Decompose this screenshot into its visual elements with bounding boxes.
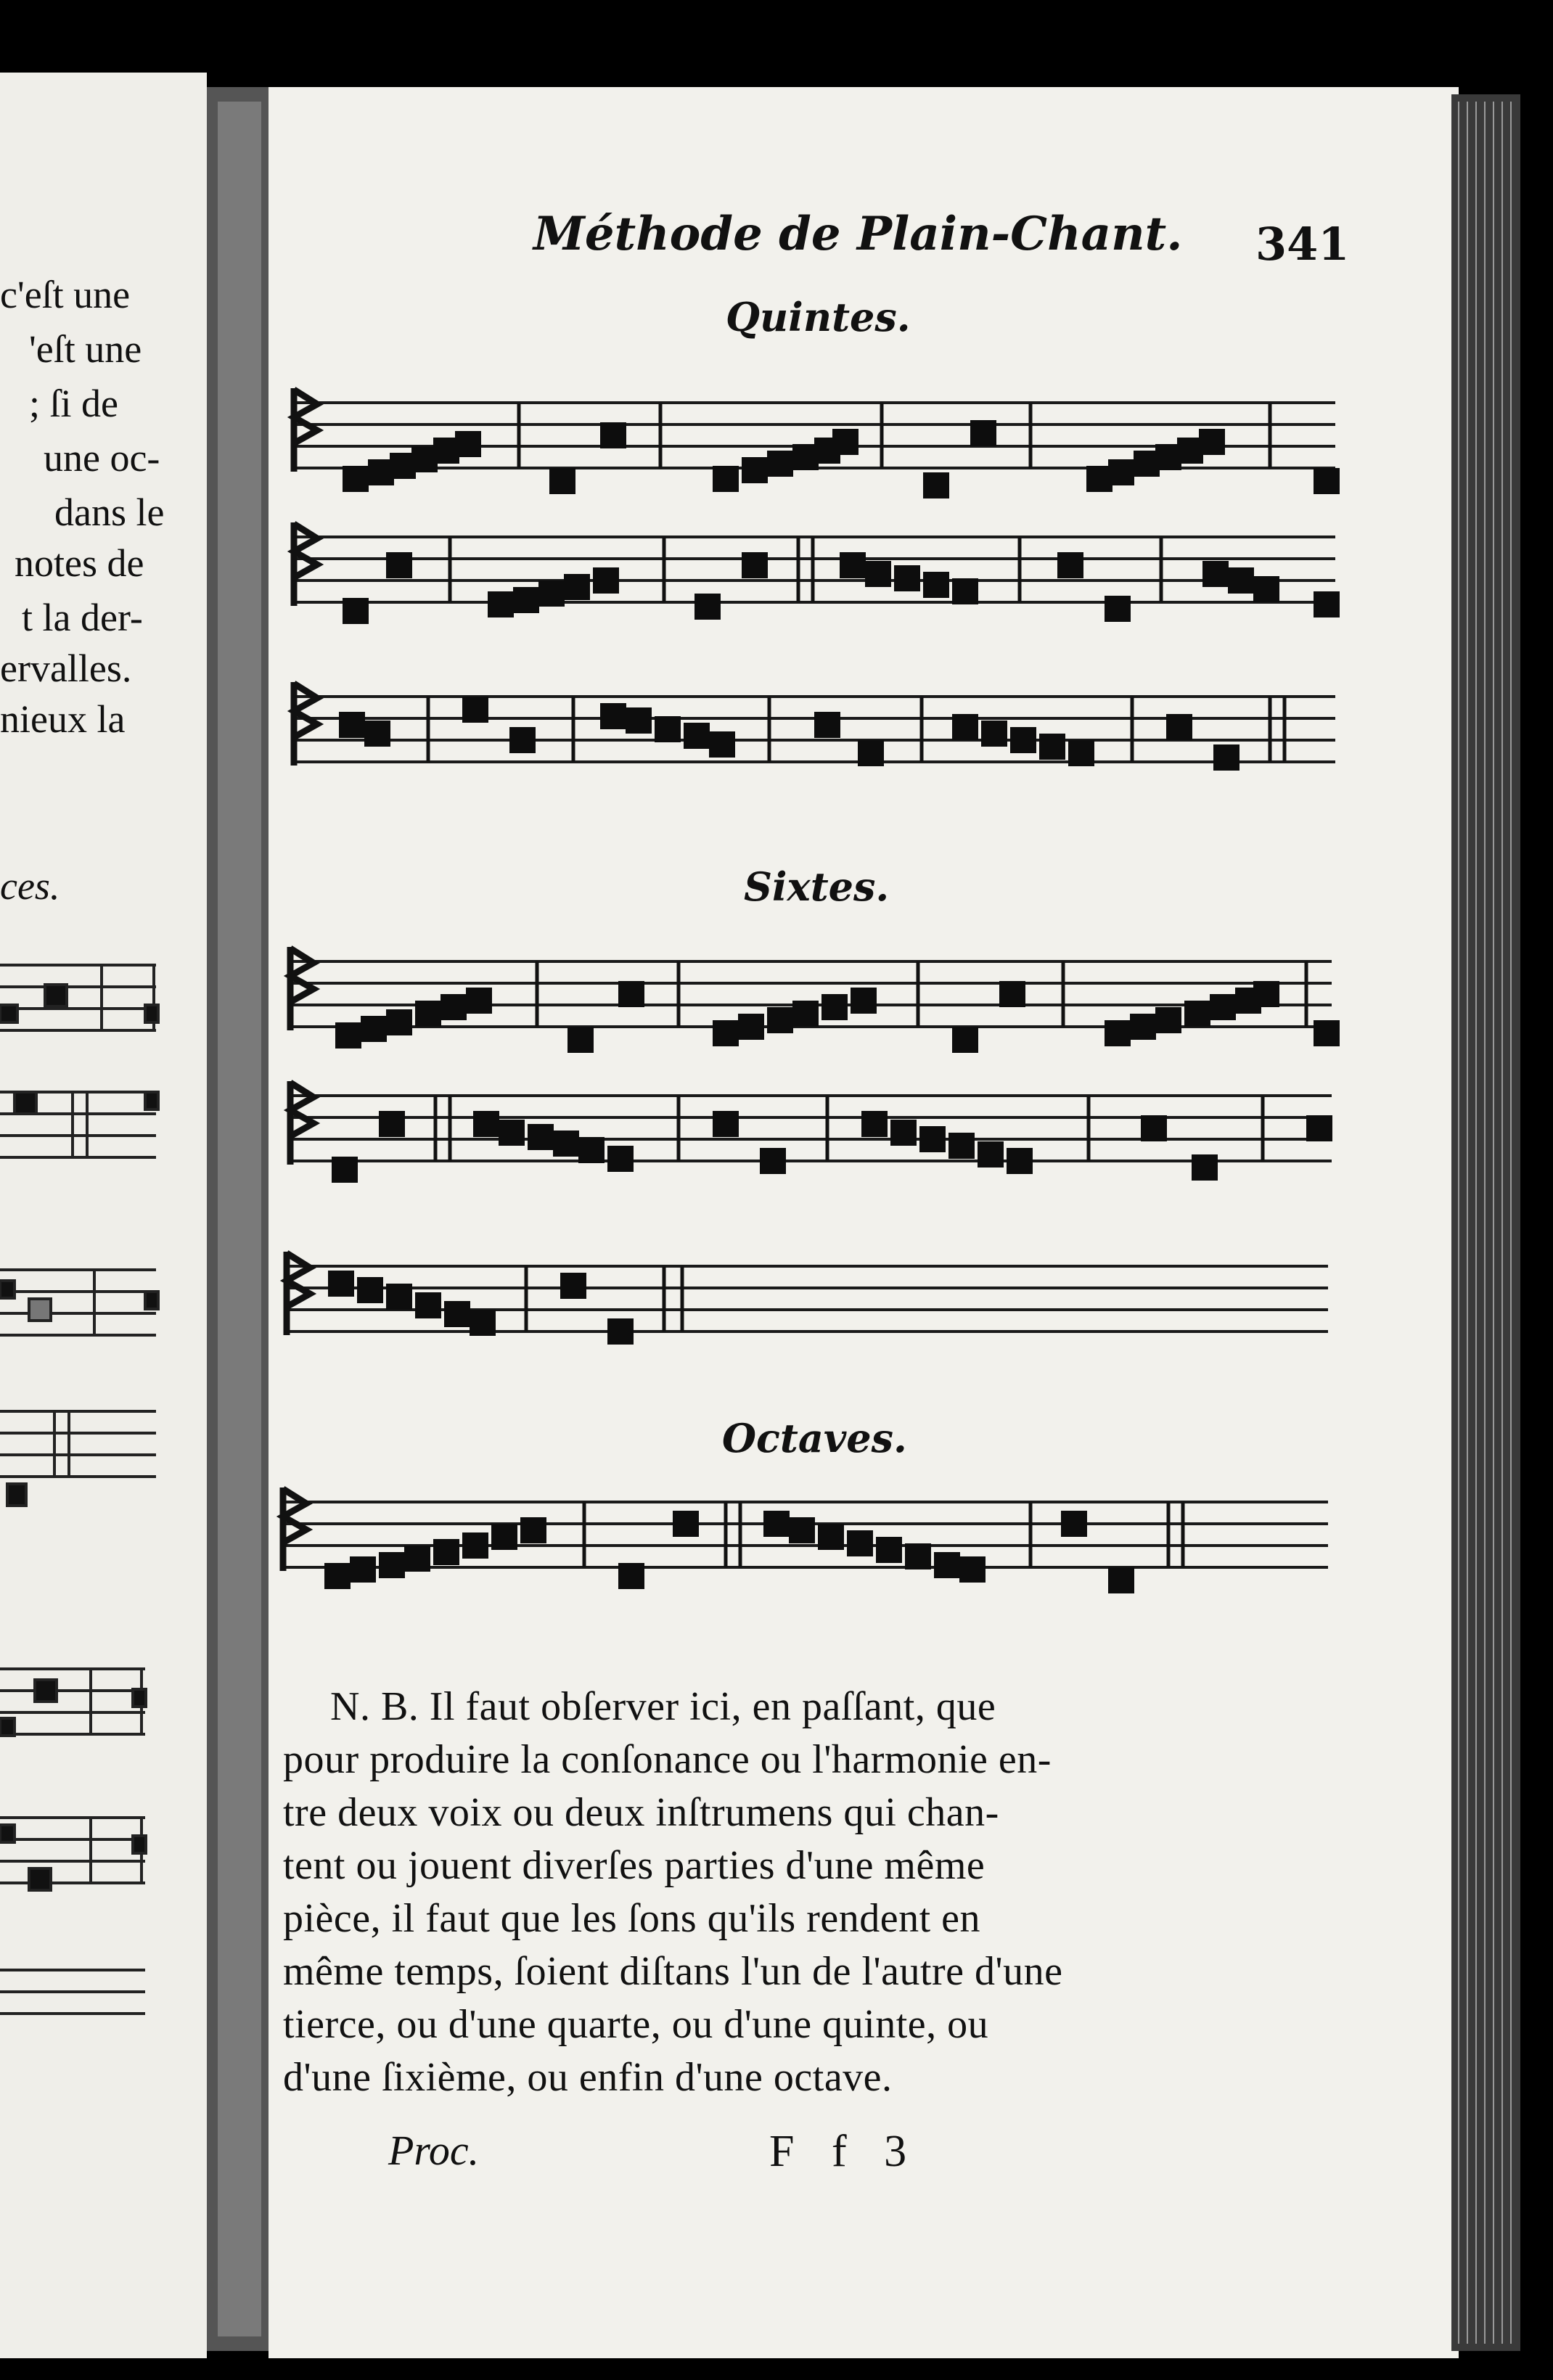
square-note	[1105, 596, 1131, 622]
square-note	[905, 1543, 931, 1569]
square-note	[999, 981, 1025, 1007]
page-number: 341	[1255, 218, 1350, 271]
left-fragment-10: ces.	[0, 864, 60, 908]
square-note	[789, 1517, 815, 1543]
square-note	[1108, 459, 1134, 485]
square-note	[1314, 1020, 1340, 1046]
square-note	[709, 731, 735, 758]
square-note	[1061, 1511, 1087, 1537]
square-note	[357, 1277, 383, 1303]
square-note	[499, 1120, 525, 1146]
square-note	[553, 1130, 579, 1157]
square-note	[1213, 744, 1239, 771]
square-note	[466, 988, 492, 1014]
square-note	[600, 703, 626, 729]
signature-mark: Proc.	[388, 2127, 480, 2174]
square-note	[560, 1273, 586, 1299]
section-title-quintes: Quintes.	[726, 294, 911, 340]
square-note	[473, 1111, 499, 1137]
square-note	[655, 716, 681, 742]
square-note	[1010, 727, 1036, 753]
square-note	[528, 1124, 554, 1150]
square-note	[948, 1133, 975, 1159]
left-fragment-7: t la der-	[22, 596, 143, 639]
square-note	[488, 591, 514, 617]
square-note	[1306, 1115, 1332, 1141]
square-note	[549, 468, 575, 494]
square-note	[713, 1020, 739, 1046]
square-note	[379, 1111, 405, 1137]
square-note	[607, 1146, 634, 1172]
square-note	[626, 707, 652, 734]
square-note	[673, 1511, 699, 1537]
square-note	[1130, 1014, 1156, 1040]
square-note	[767, 451, 793, 477]
square-note	[415, 1292, 441, 1318]
section-title-sixtes: Sixtes.	[744, 863, 890, 910]
left-fragment-6: notes de	[15, 541, 144, 585]
left-fragment-2: 'eſt une	[29, 327, 142, 371]
square-note	[742, 457, 768, 483]
square-note	[335, 1022, 361, 1049]
square-note	[386, 1009, 412, 1035]
square-note	[1155, 1007, 1181, 1033]
note-line-2: pour produire la conſonance ou l'harmonie en-	[283, 1737, 1052, 1782]
square-note	[462, 1532, 488, 1559]
square-note	[386, 552, 412, 578]
square-note	[361, 1016, 387, 1042]
square-note	[324, 1563, 351, 1589]
square-note	[520, 1517, 546, 1543]
square-note	[1108, 1567, 1134, 1593]
running-head: Méthode de Plain-Chant.	[533, 207, 1183, 261]
square-note	[1202, 561, 1229, 587]
square-note	[462, 697, 488, 723]
square-note	[607, 1318, 634, 1345]
square-note	[404, 1546, 430, 1572]
square-note	[343, 466, 369, 492]
square-note	[1253, 576, 1279, 602]
square-note	[760, 1148, 786, 1174]
square-note	[890, 1120, 917, 1146]
square-note	[593, 567, 619, 594]
square-note	[1057, 552, 1083, 578]
square-note	[952, 714, 978, 740]
note-line-7: tierce, ou d'une quarte, ou d'une quinte, ou	[283, 2002, 989, 2047]
square-note	[1068, 740, 1094, 766]
left-fragment-3: ; ſi de	[29, 382, 118, 425]
square-note	[767, 1007, 793, 1033]
square-note	[386, 1284, 412, 1310]
square-note	[1166, 714, 1192, 740]
square-note	[433, 1539, 459, 1565]
square-note	[818, 1524, 844, 1550]
square-note	[455, 431, 481, 457]
note-line-8: d'une ſixième, ou enfin d'une octave.	[283, 2055, 893, 2100]
square-note	[350, 1556, 376, 1583]
square-note	[1253, 981, 1279, 1007]
square-note	[814, 712, 840, 738]
square-note	[1007, 1148, 1033, 1174]
note-line-5: pièce, il faut que les ſons qu'ils rendent en	[283, 1896, 980, 1941]
square-note	[1039, 734, 1065, 760]
left-fragment-9: nieux la	[0, 697, 126, 741]
square-note	[684, 723, 710, 749]
square-note	[978, 1141, 1004, 1168]
gutter-inner	[218, 102, 261, 2336]
square-note	[1314, 468, 1340, 494]
square-note	[513, 587, 539, 613]
square-note	[742, 552, 768, 578]
note-line-4: tent ou jouent diverſes parties d'une même	[283, 1843, 986, 1888]
square-note	[578, 1137, 605, 1163]
square-note	[618, 1563, 644, 1589]
square-note	[713, 1111, 739, 1137]
square-note	[952, 1027, 978, 1053]
square-note	[509, 727, 536, 753]
square-note	[618, 981, 644, 1007]
square-note	[364, 721, 390, 747]
page-edges	[1451, 94, 1520, 2351]
quire-mark: F f 3	[769, 2127, 920, 2176]
square-note	[600, 422, 626, 448]
note-line-6: même temps, ſoient diſtans l'un de l'autre d'une	[283, 1949, 1063, 1994]
square-note	[847, 1530, 873, 1556]
square-note	[694, 594, 721, 620]
square-note	[470, 1310, 496, 1336]
section-title-octaves: Octaves.	[722, 1415, 907, 1461]
square-note	[851, 988, 877, 1014]
square-note	[444, 1301, 470, 1327]
square-note	[441, 994, 467, 1020]
square-note	[923, 572, 949, 598]
square-note	[1141, 1115, 1167, 1141]
square-note	[339, 712, 365, 738]
note-line-1: N. B. Il faut obſerver ici, en paſſant, que	[330, 1684, 996, 1729]
square-note	[738, 1014, 764, 1040]
square-note	[328, 1271, 354, 1297]
square-note	[840, 552, 866, 578]
square-note	[792, 1001, 819, 1027]
square-note	[894, 565, 920, 591]
square-note	[343, 598, 369, 624]
square-note	[970, 420, 996, 446]
square-note	[865, 561, 891, 587]
square-note	[1199, 429, 1225, 455]
square-note	[923, 472, 949, 498]
square-note	[1192, 1154, 1218, 1181]
square-note	[861, 1111, 888, 1137]
square-note	[415, 1001, 441, 1027]
square-note	[567, 1027, 594, 1053]
square-note	[832, 429, 859, 455]
square-note	[564, 574, 590, 600]
square-note	[952, 578, 978, 604]
square-note	[538, 580, 565, 607]
square-note	[858, 740, 884, 766]
left-fragment-1: c'eſt une	[0, 273, 131, 316]
square-note	[959, 1556, 986, 1583]
square-note	[491, 1524, 517, 1550]
square-note	[934, 1552, 960, 1578]
square-note	[763, 1511, 790, 1537]
square-note	[981, 721, 1007, 747]
square-note	[379, 1552, 405, 1578]
square-note	[919, 1126, 946, 1152]
square-note	[876, 1537, 902, 1563]
left-fragment-8: ervalles.	[0, 647, 132, 690]
left-fragment-4: une oc-	[44, 436, 160, 480]
square-note	[1228, 567, 1254, 594]
left-fragment-5: dans le	[54, 491, 165, 534]
square-note	[1184, 1001, 1210, 1027]
square-note	[332, 1157, 358, 1183]
square-note	[1210, 994, 1236, 1020]
square-note	[1314, 591, 1340, 617]
note-line-3: tre deux voix ou deux inſtrumens qui chan-	[283, 1790, 999, 1835]
square-note	[1105, 1020, 1131, 1046]
square-note	[821, 994, 848, 1020]
square-note	[713, 466, 739, 492]
